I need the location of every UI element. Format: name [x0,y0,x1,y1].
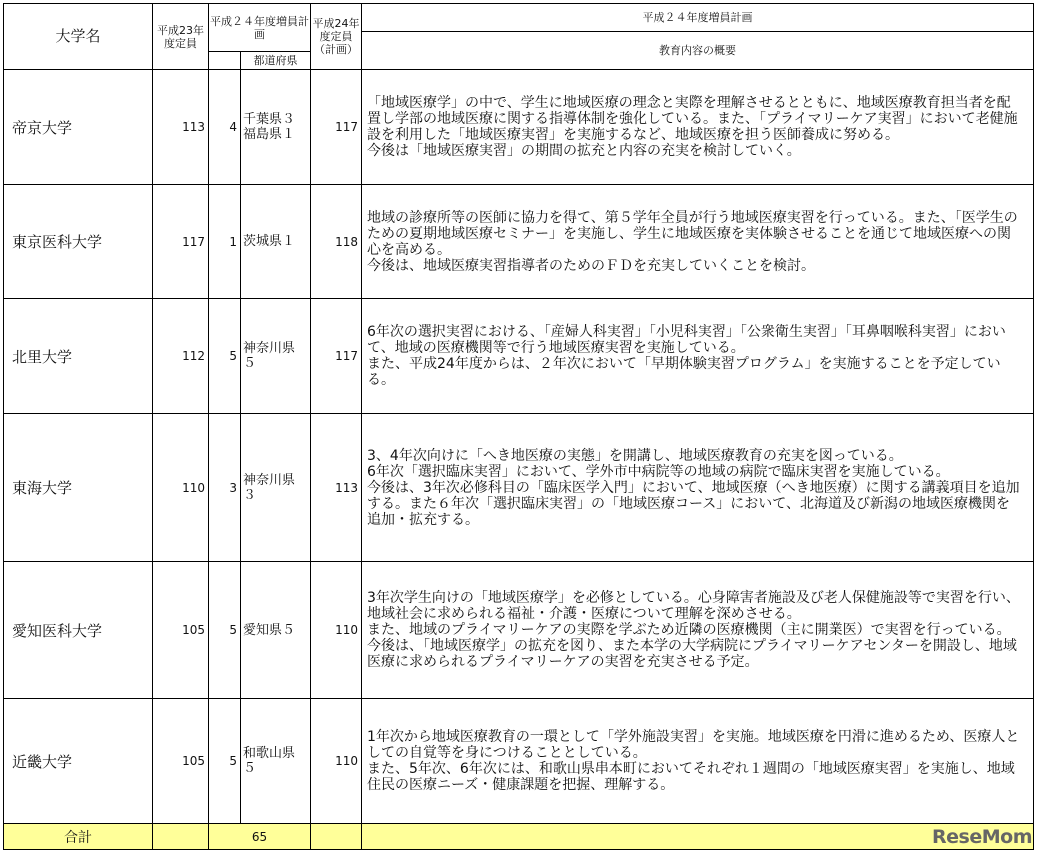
summary-paragraph: 地域の診療所等の医師に協力を得て、第５学年全員が行う地域医療実習を行っている。また、「医学生のための夏期地域医療セミナー」を実施し、学生に地域医療を実体験させることを通じて地域医療への関心を高める。 [367,209,1018,258]
h24-capacity: 118 [311,185,362,299]
summary-paragraph: また、地域のプライマリーケアの実際を学ぶため近隣の医療機関（主に開業医）で実習を行っている。 [367,622,1011,638]
education-summary [362,699,1034,824]
university-name: 東京医科大学 [4,185,153,299]
h24-capacity: 117 [311,70,362,185]
education-summary [362,70,1034,185]
total-blank [153,824,209,850]
increase-count: 3 [209,414,241,562]
prefecture-line: 和歌山県 [243,746,296,761]
prefecture-cell [241,185,311,299]
summary-paragraph: 「地域医療学」の中で、学生に地域医療の理念と実際を理解させるとともに、地域医療教育担当者を配置し学部の地域医療に関する指導体制を強化している。また、「プライマリーケア実習」において老健施設を利用した「地域医療実習」を実施するなど、地域医療を担う医師養成に努める。 [367,95,1018,143]
h23-capacity: 113 [153,70,209,185]
prefecture-cell [241,70,311,185]
prefecture-line: 茨城県１ [243,234,296,249]
summary-paragraph: 6年次「選択臨床実習」において、学外市中病院等の地域の病院で臨床実習を実施している。 [367,463,950,480]
header-h24-increase-plan: 平成２４年度増員計画 [209,4,311,52]
prefecture-line: 千葉県３ [243,112,296,127]
prefecture-cell [241,562,311,699]
summary-paragraph: 今後は、「地域医療学」の拡充を図り、また本学の大学病院にプライマリーケアセンターを開設し、地域医療に求められるプライマリーケアの実習を充実させる予定。 [367,638,1017,670]
summary-paragraph: また、5年次、6年次には、和歌山県串本町においてそれぞれ１週間の「地域医療実習」を実施し、地域住民の医療ニーズ・健康課題を把握、理解する。 [367,761,1015,793]
h23-capacity: 105 [153,562,209,699]
table-row [4,185,1034,299]
header-prefecture: 都道府県 [241,52,311,70]
table-row [4,70,1034,185]
summary-paragraph: 1年次から地域医療教育の一環として「学外施設実習」を実施。地域医療を円滑に進めるため、医療人としての自覚等を身につけることとしている。 [367,729,1020,761]
education-summary [362,185,1034,299]
increase-count: 1 [209,185,241,299]
increase-count: 5 [209,562,241,699]
h24-capacity: 110 [311,562,362,699]
summary-paragraph: また、平成24年度からは、２年次において「早期体験実習プログラム」を実施することを予定している。 [367,356,1001,388]
education-summary [362,414,1034,562]
h24-capacity: 110 [311,699,362,824]
university-name: 愛知医科大学 [4,562,153,699]
prefecture-line: ３ [243,487,257,503]
total-row [4,824,1034,850]
total-blank [311,824,362,850]
summary-paragraph: 今後は、地域医療実習指導者のためのＦＤを充実していくことを検討。 [367,257,815,274]
summary-paragraph: 6年次の選択実習における、「産婦人科実習」「小児科実習」「公衆衛生実習」「耳鼻咽喉科実習」において、地域の医療機関等で行う地域医療実習を実施している。 [367,324,1006,356]
prefecture-cell [241,699,311,824]
prefecture-cell [241,414,311,562]
h24-capacity: 117 [311,299,362,414]
summary-paragraph: 今後は、3年次必修科目の「臨床医学入門」において、地域医療（へき地医療）に関する講義項目を追加する。また６年次「選択臨床実習」の「地域医療コース」において、北海道及び新潟の地域医療機関を追加・拡充する。 [367,479,1020,528]
prefecture-line: 愛知県５ [243,622,296,638]
table-row [4,299,1034,414]
table-row [4,699,1034,824]
header-education-summary: 教育内容の概要 [362,32,1034,70]
university-name: 近畿大学 [4,699,153,824]
h23-capacity: 117 [153,185,209,299]
prefecture-line: ５ [243,761,257,776]
header-university: 大学名 [4,4,153,70]
prefecture-cell [241,299,311,414]
education-summary [362,299,1034,414]
table-row [4,414,1034,562]
table-row [4,562,1034,699]
total-label: 合計 [4,824,153,850]
university-name: 帝京大学 [4,70,153,185]
increase-count: 5 [209,699,241,824]
prefecture-line: 神奈川県 [243,472,296,488]
prefecture-line: ５ [243,356,257,371]
summary-paragraph: 今後は「地域医療実習」の期間の拡充と内容の充実を検討していく。 [367,143,801,159]
university-name: 東海大学 [4,414,153,562]
header-h23-capacity: 平成23年度定員 [153,4,209,70]
h24-capacity: 113 [311,414,362,562]
increase-count: 5 [209,299,241,414]
prefecture-line: 神奈川県 [243,341,296,356]
h23-capacity: 112 [153,299,209,414]
total-increase: 65 [209,824,311,850]
summary-paragraph: 3年次学生向けの「地域医療学」を必修としている。心身障害者施設及び老人保健施設等で実習を行い、地域社会に求められる福祉・介護・医療について理解を深めさせる。 [367,590,1020,622]
summary-paragraph: 3、4年次向けに「へき地医療の実態」を開講し、地域医療教育の充実を図っている。 [367,447,903,464]
header-h24-capacity: 平成24年度定員（計画） [311,4,362,70]
university-name: 北里大学 [4,299,153,414]
header-plan-group: 平成２４年度増員計画 [362,4,1034,32]
prefecture-line: 福島県１ [243,127,296,142]
header-blank [209,52,241,70]
h23-capacity: 110 [153,414,209,562]
resemom-logo: ReseMom [932,826,1032,848]
enrollment-plan-table [3,3,1034,850]
increase-count: 4 [209,70,241,185]
h23-capacity: 105 [153,699,209,824]
education-summary [362,562,1034,699]
